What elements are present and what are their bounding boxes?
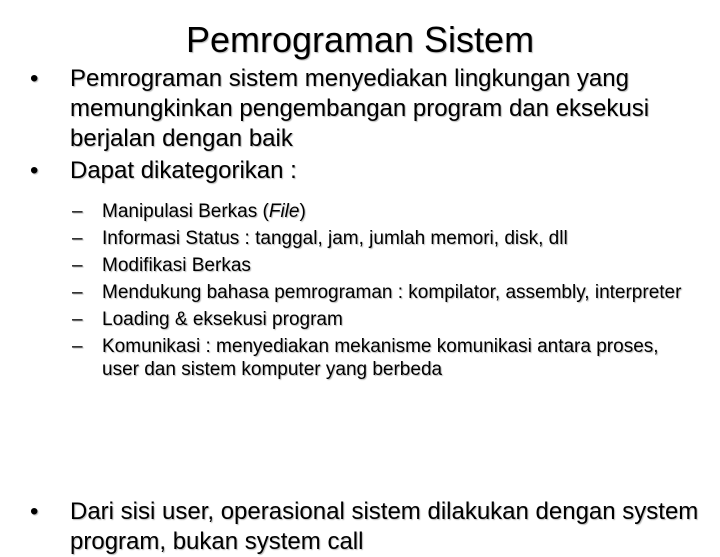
sub-item-text-prefix: Manipulasi Berkas ( xyxy=(102,201,269,222)
top-bullet-list xyxy=(30,64,710,186)
bullet-text: Pemrograman sistem menyediakan lingkungan yang memungkinkan pengembangan program dan eksekusi berjalan dengan baik xyxy=(70,65,650,152)
dash-marker: – xyxy=(72,309,83,330)
bullet-item xyxy=(30,497,720,557)
sub-item-text: Loading & eksekusi program xyxy=(102,309,343,330)
bullet-text: Dapat dikategorikan : xyxy=(70,157,297,184)
dash-marker: – xyxy=(72,282,83,303)
sub-item-text: Informasi Status : tanggal, jam, jumlah memori, disk, dll xyxy=(102,228,568,249)
dash-marker: – xyxy=(72,228,83,249)
bullet-marker: • xyxy=(30,65,39,92)
sub-item-text xyxy=(102,201,306,222)
sub-item-text: Komunikasi : menyediakan mekanisme komunikasi antara proses, user dan sistem komputer yang berbeda xyxy=(102,336,659,380)
sub-bullet-list xyxy=(72,201,692,386)
sub-item-informasi xyxy=(72,228,692,251)
bullet-marker: • xyxy=(30,498,39,525)
bullet-marker: • xyxy=(30,157,39,184)
sub-item-text: Mendukung bahasa pemrograman : kompilator, assembly, interpreter xyxy=(102,282,682,303)
bullet-text: Dari sisi user, operasional sistem dilakukan dengan system program, bukan system call xyxy=(70,498,699,555)
sub-item-manipulasi xyxy=(72,201,692,224)
sub-item-text-italic: File xyxy=(268,201,300,222)
sub-item-komunikasi xyxy=(72,336,692,381)
sub-item-text-suffix: ) xyxy=(299,201,306,222)
dash-marker: – xyxy=(72,201,83,222)
dash-marker: – xyxy=(72,336,83,357)
sub-item-text: Modifikasi Berkas xyxy=(102,255,251,276)
dash-marker: – xyxy=(72,255,83,276)
sub-item-loading xyxy=(72,309,692,332)
sub-item-modifikasi xyxy=(72,255,692,278)
bullet-item xyxy=(30,64,710,154)
slide-title: Pemrograman Sistem xyxy=(185,19,535,60)
bottom-bullet-list xyxy=(30,497,720,557)
bullet-item xyxy=(30,156,710,186)
sub-item-mendukung xyxy=(72,282,692,305)
